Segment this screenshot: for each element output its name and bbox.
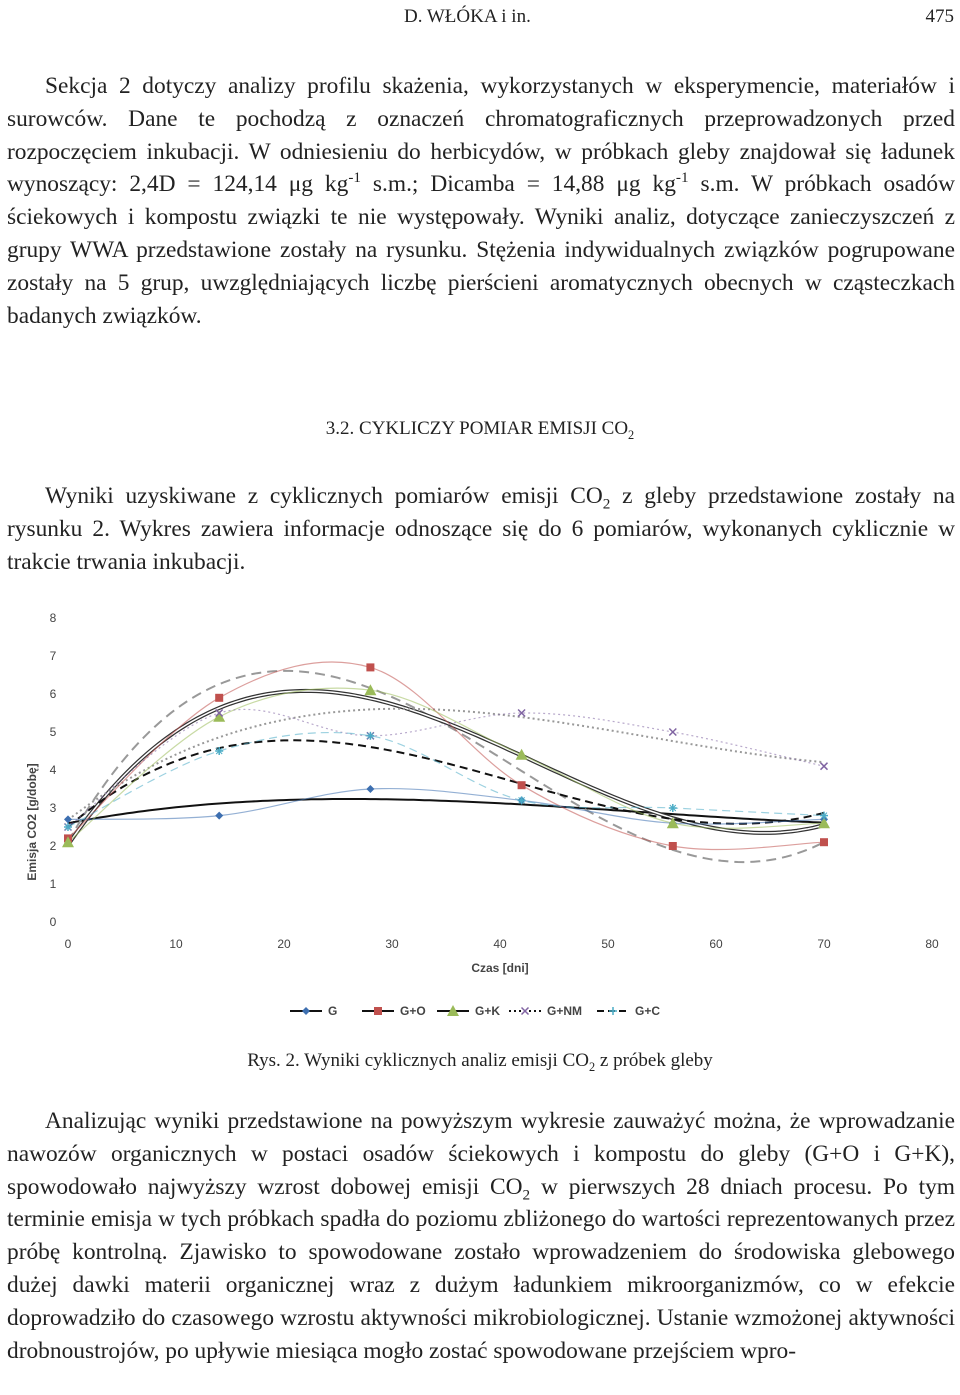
- paragraph-text: Sekcja 2 dotyczy analizy profilu skażenia, wykorzystanych w eksperymencie, materiałów i surowców. Dane te pochodzą z oznaczeń chromatograficznych przeprowadzonych przed rozpoczęciem inkubacji. W odniesieniu do herbicydów, w próbkach gleby znajdował się ładunek wynoszący: 2,4D = 124,14 μg kg: [7, 73, 955, 198]
- x-tick-label: 20: [277, 937, 291, 951]
- legend-item-G+C: [597, 1004, 660, 1018]
- x-tick-labels: [65, 937, 939, 951]
- data-point-G+O: [669, 842, 677, 850]
- data-point-G+C: [669, 804, 677, 812]
- data-markers: [62, 663, 830, 850]
- series-lines: [68, 662, 824, 850]
- x-tick-label: 80: [925, 937, 939, 951]
- legend-label: G+NM: [547, 1004, 583, 1018]
- co2-emission-chart: [0, 600, 960, 1040]
- y-tick-label: 2: [49, 839, 57, 853]
- y-tick-label: 0: [49, 915, 57, 929]
- superscript: -1: [348, 169, 361, 187]
- chart-legend: [290, 1004, 660, 1018]
- data-point-G+C: [215, 747, 223, 755]
- legend-item-G+K: [437, 1004, 500, 1018]
- y-axis-title: Emisja CO2 [g/dobę]: [25, 763, 39, 881]
- paragraph-co2-intro: [7, 480, 955, 578]
- legend-item-G: [290, 1004, 337, 1018]
- page-number: 475: [925, 6, 954, 27]
- trend-line-G+K-inner: [68, 691, 824, 845]
- x-tick-label: 60: [709, 937, 723, 951]
- legend-item-G+O: [362, 1004, 426, 1018]
- legend-item-G+NM: [509, 1004, 582, 1018]
- x-axis-title: Czas [dni]: [471, 961, 529, 975]
- y-tick-label: 5: [49, 725, 57, 739]
- series-line-G+K: [68, 688, 824, 842]
- legend-label: G+C: [635, 1004, 661, 1018]
- x-tick-label: 50: [601, 937, 615, 951]
- trend-line-G: [68, 799, 824, 823]
- y-tick-label: 8: [49, 611, 57, 625]
- data-point-G+O: [518, 781, 526, 789]
- data-point-G: [366, 785, 374, 793]
- x-tick-label: 0: [64, 937, 72, 951]
- y-axis-label: [25, 763, 39, 880]
- paragraph-text: z gleby przedstawione zostały na rysunku 2. Wykres zawiera informacje odnoszące się do 6 pomiarów, wykonanych cyklicznie w trakcie trwania inkubacji.: [7, 483, 955, 575]
- paragraph-analysis: [7, 1105, 955, 1367]
- subscript: 2: [522, 1186, 531, 1204]
- section-heading: [0, 418, 960, 440]
- subscript: 2: [602, 495, 611, 513]
- data-point-G+C: [64, 823, 72, 831]
- y-tick-label: 6: [49, 687, 57, 701]
- subscript: 2: [588, 1059, 596, 1074]
- x-tick-label: 30: [385, 937, 399, 951]
- paragraph-materials: [7, 70, 955, 332]
- legend-label: G+K: [475, 1004, 501, 1018]
- y-tick-label: 4: [49, 763, 57, 777]
- x-tick-label: 10: [169, 937, 183, 951]
- data-point-G+C: [820, 812, 828, 820]
- y-tick-labels: [50, 611, 57, 929]
- legend-label: G: [328, 1004, 338, 1018]
- x-tick-label: 70: [817, 937, 831, 951]
- y-tick-label: 3: [49, 801, 57, 815]
- data-point-G+NM: [821, 763, 828, 770]
- section-heading-text: 3.2. CYKLICZY POMIAR EMISJI CO: [325, 418, 629, 439]
- page-header: [0, 6, 960, 36]
- superscript: -1: [675, 169, 689, 187]
- data-point-G: [215, 812, 223, 820]
- data-point-G+O: [366, 663, 374, 671]
- caption-text: Rys. 2. Wyniki cyklicznych analiz emisji CO: [247, 1050, 589, 1071]
- paragraph-text: s.m.; Dicamba = 14,88 μg kg: [361, 171, 676, 198]
- running-head-author: D. WŁÓKA i in.: [404, 6, 531, 27]
- x-tick-label: 40: [493, 937, 507, 951]
- data-point-G+O: [215, 694, 223, 702]
- paragraph-text: Analizując wyniki przedstawione na powyższym wykresie zauważyć można, że wprowadzanie nawozów organicznych w postaci osadów ściekowych i kompostu do gleby (G+O i G+K), spowodowało najwyższy wzrost dobowej emisji CO: [7, 1108, 955, 1200]
- figure-caption: [0, 1050, 960, 1072]
- legend-label: G+O: [400, 1004, 426, 1018]
- series-line-G+O: [68, 662, 824, 850]
- subscript: 2: [628, 427, 635, 442]
- trend-line-G+C: [68, 740, 824, 827]
- data-point-G+O: [820, 838, 828, 846]
- y-tick-label: 1: [49, 877, 57, 891]
- data-point-G+C: [366, 732, 374, 740]
- y-tick-label: 7: [49, 649, 57, 663]
- caption-text: z próbek gleby: [595, 1050, 713, 1071]
- paragraph-text: Wyniki uzyskiwane z cyklicznych pomiarów emisji CO: [45, 483, 603, 509]
- trend-line-G+K-outer: [68, 691, 824, 845]
- paragraph-text: s.m. W próbkach osadów ściekowych i kompostu związki te nie występowały. Wyniki analiz, dotyczące zanieczyszczeń z grupy WWA przedstawione zostały na rysunku. Stężenia indywidualnych związków pogrupowane zostały na 5 grup, uwzględniających liczbę pierścieni aromatycznych obecnych w cząsteczkach badanych związków.: [7, 171, 956, 329]
- data-point-G+C: [518, 796, 526, 804]
- data-point-G+NM: [669, 729, 676, 736]
- paragraph-text: w pierwszych 28 dniach procesu. Po tym terminie emisja w tych próbkach spadła do poziomu zbliżonego do wartości reprezentowanych przez próbę kontrolną. Zjawisko to spowodowane zostało wprowadzeniem do środowiska glebowego dużej dawki materii organicznej wraz z dużym ładunkiem mikroorganizmów, co w efekcie doprowadziło do czasowego wzrostu aktywności mikrobiologicznej. Ustanie wzmożonej aktywności drobnoustrojów, po upływie miesiąca mogło zostać spowodowane przejściem wpro-: [7, 1173, 955, 1364]
